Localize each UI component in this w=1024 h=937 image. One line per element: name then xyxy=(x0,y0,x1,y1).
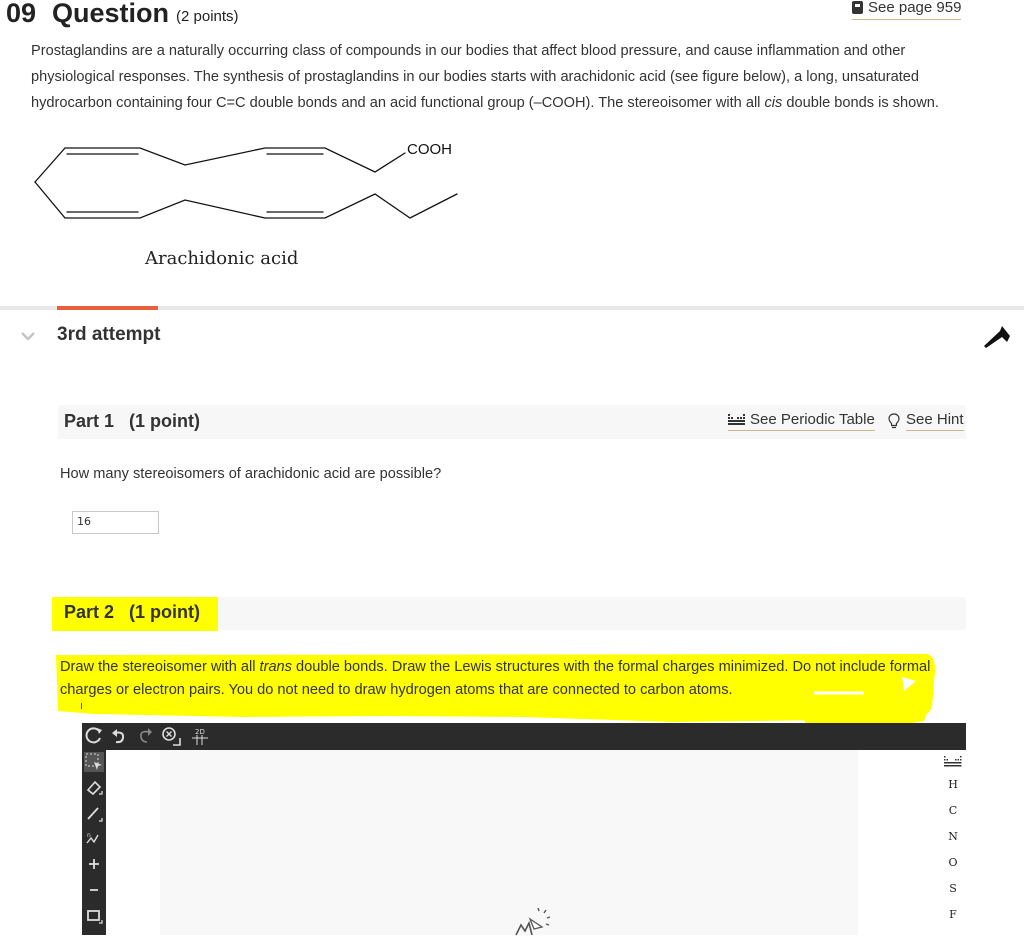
element-s-button[interactable]: S xyxy=(949,882,957,895)
question-intro xyxy=(31,38,981,116)
drawing-canvas-area[interactable] xyxy=(160,750,858,935)
part1-question: How many stereoisomers of arachidonic acid are possible? xyxy=(60,466,442,482)
svg-text:n: n xyxy=(87,832,91,839)
element-f-button[interactable]: F xyxy=(949,908,957,921)
part2-instructions xyxy=(60,656,940,702)
text-cursor-mark xyxy=(81,703,82,709)
editor-top-toolbar xyxy=(82,723,966,750)
chevron-down-icon[interactable] xyxy=(20,328,36,344)
bond-icon[interactable] xyxy=(85,804,103,822)
minus-charge-icon[interactable] xyxy=(85,881,103,899)
intro-text-a: Prostaglandins are a naturally occurring class of compounds in our bodies that affect blood pressure, and cause inflammation and other physiological responses. The synthesis of prostaglandins in our bodies starts with arachidonic acid (see figure below), a long, unsaturated hydrocarbon containing four C=C double bonds and an acid functional group (–COOH). The stereoisomer with all xyxy=(31,43,920,111)
intro-text-b: double bonds is shown. xyxy=(782,95,939,111)
answer-input[interactable]: 16 xyxy=(72,511,159,534)
clear-icon[interactable] xyxy=(84,726,104,746)
part2-desc-em: trans xyxy=(259,659,292,675)
question-number: 09 xyxy=(6,0,37,28)
part2-desc-b: double bonds. Draw the Lewis structures with the formal charges minimized. Do not include formal charges or electron pairs. You do not need to draw hydrogen atoms that are connected to carbon atoms. xyxy=(60,659,931,698)
periodic-table-icon xyxy=(728,414,745,426)
attempt-label[interactable]: 3rd attempt xyxy=(57,324,161,345)
undo-icon[interactable] xyxy=(110,726,128,746)
cursor-icon xyxy=(512,905,560,937)
eraser-icon[interactable] xyxy=(85,778,103,796)
plus-charge-icon[interactable] xyxy=(85,855,103,873)
molecule-caption: Arachidonic acid xyxy=(145,248,299,269)
element-h-button[interactable]: H xyxy=(948,778,958,791)
see-page-label: See page 959 xyxy=(868,0,962,16)
ring-icon[interactable] xyxy=(85,906,103,924)
question-title: Question xyxy=(52,0,170,28)
svg-text:2D: 2D xyxy=(195,728,205,736)
periodic-table-label: See Periodic Table xyxy=(750,411,875,428)
part1-title: Part 1 (1 point) xyxy=(64,411,201,431)
lightbulb-icon xyxy=(888,413,900,429)
cooh-label: COOH xyxy=(407,141,452,158)
book-icon xyxy=(852,1,863,14)
element-c-button[interactable]: C xyxy=(948,804,958,817)
pin-icon[interactable] xyxy=(980,322,1014,352)
zoom-icon[interactable] xyxy=(160,725,182,747)
arachidonic-acid-structure xyxy=(25,130,475,240)
redo-icon[interactable] xyxy=(136,726,154,746)
select-icon[interactable] xyxy=(83,751,105,773)
part2-desc-a: Draw the stereoisomer with all xyxy=(60,659,260,675)
intro-text-em: cis xyxy=(764,95,783,111)
element-n-button[interactable]: N xyxy=(948,830,958,843)
see-hint-link[interactable] xyxy=(888,411,964,431)
periodic-table-icon[interactable] xyxy=(944,756,962,768)
hint-label: See Hint xyxy=(906,411,964,431)
see-periodic-table-link[interactable] xyxy=(728,411,875,431)
question-points: (2 points) xyxy=(176,8,239,25)
element-o-button[interactable]: O xyxy=(948,856,958,869)
see-page-link[interactable] xyxy=(852,0,961,20)
chain-icon[interactable] xyxy=(85,829,103,847)
2d-clean-icon[interactable] xyxy=(190,726,210,746)
attempt-tab-indicator xyxy=(57,306,158,310)
part2-title: Part 2 (1 point) xyxy=(64,602,201,622)
